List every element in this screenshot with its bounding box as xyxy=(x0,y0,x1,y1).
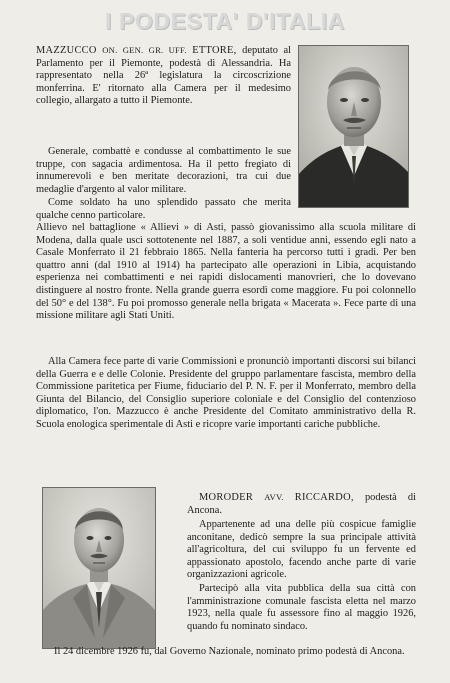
bio1-paragraph-military-career: Allievo nel battaglione « Allievi » di Asti, passò giovanissimo alla scuola militare di Modena, dalla quale uscì sottotenente nel 1887, a soli ventidue anni, essendo egli nato a Casale Monferrato il 21 febbraio 1865. Nella fanteria ha percorso tutti i gradi. Per ben quattro anni (dal 1910 al 1914) ha partecipato alle operazioni in Libia, acquistando esperienza nei combattimenti e nei rapidi dislocamenti manovrieri, che lo dovevano distinguere al nostro fronte. Nella grande guerra esordì come maggiore. Fu poi colonnello del 50° e del 138°. Fu poi promosso generale nella brigata « Macerata ». Fece parte di una missione militare agli Stati Uniti. xyxy=(36,222,416,322)
bio2-paragraph-appointment: Il 24 dicembre 1926 fu, dal Governo Nazionale, nominato primo podestà di Ancona. xyxy=(54,646,405,657)
bio1-surname: MAZZUCCO xyxy=(36,45,97,56)
bio2-paragraph-family: Appartenente ad una delle più cospicue famiglie anconitane, dedicò sempre la sua principale attività all'agricoltura, del cui sviluppo fu un fervente ed appassionato apostolo, facendo anche parte di varie organizzazioni agricole. xyxy=(187,519,416,581)
portrait-moroder xyxy=(42,487,156,649)
bio1-paragraph-parliament: Alla Camera fece parte di varie Commissioni e pronunciò importanti discorsi sui bilanci della Guerra e e delle Colonie. Presidente del gruppo parlamentare fascista, membro della Commissione paritetica per Fiume, fiduciario del P. N. F. per il Monferrato, membro della Giunta del Bilancio, del Consiglio superiore coloniale e del Consiglio del contenzioso diplomatico, l'on. Mazzucco è anche Presidente del Comitato amministrativo della R. Scuola enologica sperimentale di Asti e ricopre varie importanti cariche pubbliche. xyxy=(36,356,416,430)
bio1-honorifics: ON. GEN. GR. UFF. xyxy=(102,45,187,55)
bio2-paragraph-public-life: Partecipò alla vita pubblica della sua città con l'amministrazione comunale fascista eletta nel marzo 1923, nella quale fu assessore fino al maggio 1926, quando fu nominato sindaco. xyxy=(187,583,416,632)
bio2-intro xyxy=(187,491,416,517)
portrait-mazzucco xyxy=(298,45,409,208)
bio1-paragraph-general: Generale, combattè e condusse al combattimento le sue truppe, con sagacia ardimentosa. Ha il petto fregiato di innumerevoli e ben meritate decorazioni, tra cui due medaglie d'argento al valor militare. xyxy=(36,146,291,195)
bio2-surname: MORODER xyxy=(199,492,254,503)
bio1-paragraph-soldier-intro: Come soldato ha uno splendido passato che merita qualche cenno particolare. xyxy=(36,197,291,221)
bio2-honorifics: AVV. xyxy=(264,492,284,502)
bio1-intro xyxy=(36,44,291,108)
bio1-intro-text: deputato al Parlamento per il Piemonte, podestà di Alessandria. Ha rappresentato nella 26ª legislatura la circoscrizione monferrina. E' ritornato alla Camera per il medesimo collegio, allargato a tutto il Piemonte. xyxy=(36,45,291,107)
bio2-firstname: RICCARDO, xyxy=(294,492,354,503)
page-title: I PODESTA' D'ITALIA xyxy=(105,8,345,34)
bio1-firstname: ETTORE, xyxy=(192,45,237,56)
bio2-intro-text: podestà di Ancona. xyxy=(187,492,416,516)
